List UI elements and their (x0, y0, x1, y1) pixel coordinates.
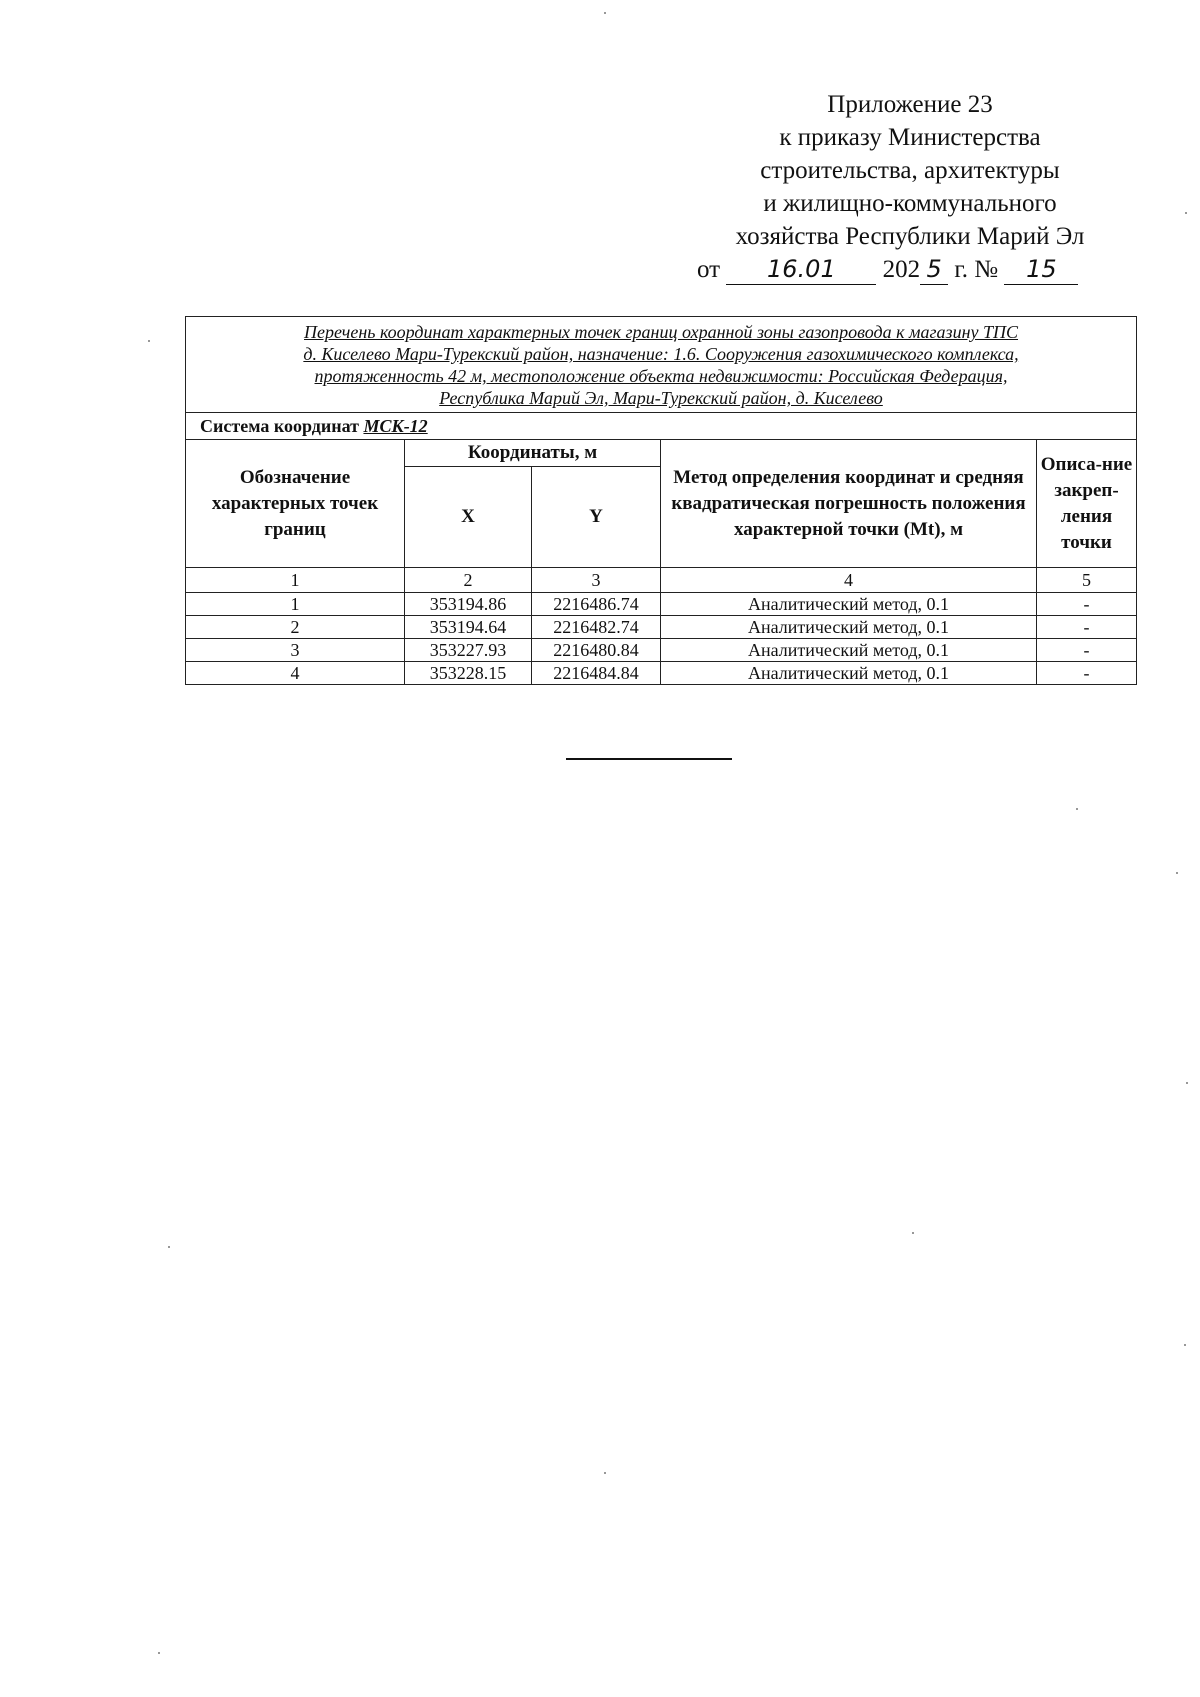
table-row (186, 593, 1137, 616)
order-year-digit-handwritten: 5 (920, 256, 948, 285)
closing-rule (566, 758, 732, 760)
scan-speck (148, 340, 150, 342)
point-y: 2216482.74 (532, 616, 661, 639)
scan-speck (1185, 212, 1187, 214)
table-caption (186, 317, 1137, 413)
order-date-prefix: от (697, 256, 721, 283)
scan-speck (1184, 1344, 1186, 1346)
point-x: 353227.93 (405, 639, 532, 662)
point-x: 353194.64 (405, 616, 532, 639)
point-method: Аналитический метод, 0.1 (661, 662, 1037, 685)
header-y: Y (532, 467, 661, 568)
header-points: Обозначение характерных точек границ (186, 440, 405, 568)
point-description: - (1037, 639, 1137, 662)
coordinate-system-row (186, 413, 1137, 440)
column-index-5: 5 (1037, 568, 1137, 593)
caption-row (186, 317, 1137, 413)
caption-line-3: протяженность 42 м, местоположение объекта недвижимости: Российская Федерация, (314, 366, 1008, 386)
point-id: 3 (186, 639, 405, 662)
table-row (186, 616, 1137, 639)
column-index-2: 2 (405, 568, 532, 593)
ministry-line-2: и жилищно-коммунального (763, 190, 1057, 217)
appendix-header (690, 88, 1130, 286)
point-description: - (1037, 662, 1137, 685)
scan-speck (158, 1652, 160, 1654)
caption-line-1: Перечень координат характерных точек границ охранной зоны газопровода к магазину ТПС (304, 322, 1019, 342)
column-index-4: 4 (661, 568, 1037, 593)
table-row (186, 662, 1137, 685)
header-row-1 (186, 440, 1137, 467)
caption-line-2: д. Киселево Мари-Турекский район, назначение: 1.6. Сооружения газохимического комплекса, (303, 344, 1019, 364)
point-id: 1 (186, 593, 405, 616)
scan-speck (1186, 1082, 1188, 1084)
scan-speck (168, 1246, 170, 1248)
coordinate-system-label: Система координат (200, 416, 359, 436)
order-number-handwritten: 15 (1004, 256, 1078, 285)
point-y: 2216480.84 (532, 639, 661, 662)
coordinate-system-name: МСК-12 (363, 416, 428, 436)
point-y: 2216484.84 (532, 662, 661, 685)
coordinate-system-cell (186, 413, 1137, 440)
caption-line-4: Республика Марий Эл, Мари-Турекский район, д. Киселево (439, 388, 883, 408)
order-reference-line: к приказу Министерства (779, 124, 1041, 151)
header-coordinates: Координаты, м (405, 440, 661, 467)
scan-speck (604, 1472, 606, 1474)
column-index-row (186, 568, 1137, 593)
ministry-line-3: хозяйства Республики Марий Эл (735, 223, 1085, 250)
point-x: 353228.15 (405, 662, 532, 685)
scan-speck (912, 1232, 914, 1234)
order-number-label: г. № (954, 256, 999, 283)
order-date-number-line (697, 253, 1130, 286)
appendix-title: Приложение 23 (827, 91, 993, 118)
point-method: Аналитический метод, 0.1 (661, 593, 1037, 616)
column-index-1: 1 (186, 568, 405, 593)
header-x: X (405, 467, 532, 568)
point-id: 4 (186, 662, 405, 685)
point-method: Аналитический метод, 0.1 (661, 639, 1037, 662)
table-row (186, 639, 1137, 662)
point-description: - (1037, 593, 1137, 616)
header-description: Описа-ние закреп-ления точки (1037, 440, 1137, 568)
header-method: Метод определения координат и средняя квадратическая погрешность положения характерной точки (Mt), м (661, 440, 1037, 568)
point-y: 2216486.74 (532, 593, 661, 616)
point-x: 353194.86 (405, 593, 532, 616)
scan-speck (1176, 872, 1178, 874)
ministry-line-1: строительства, архитектуры (760, 157, 1060, 184)
order-date-handwritten: 16.01 (726, 256, 876, 285)
order-year-prefix: 202 (882, 256, 921, 283)
coordinates-table (185, 316, 1137, 685)
column-index-3: 3 (532, 568, 661, 593)
point-id: 2 (186, 616, 405, 639)
point-method: Аналитический метод, 0.1 (661, 616, 1037, 639)
scan-speck (1076, 808, 1078, 810)
scan-speck (604, 12, 606, 14)
point-description: - (1037, 616, 1137, 639)
